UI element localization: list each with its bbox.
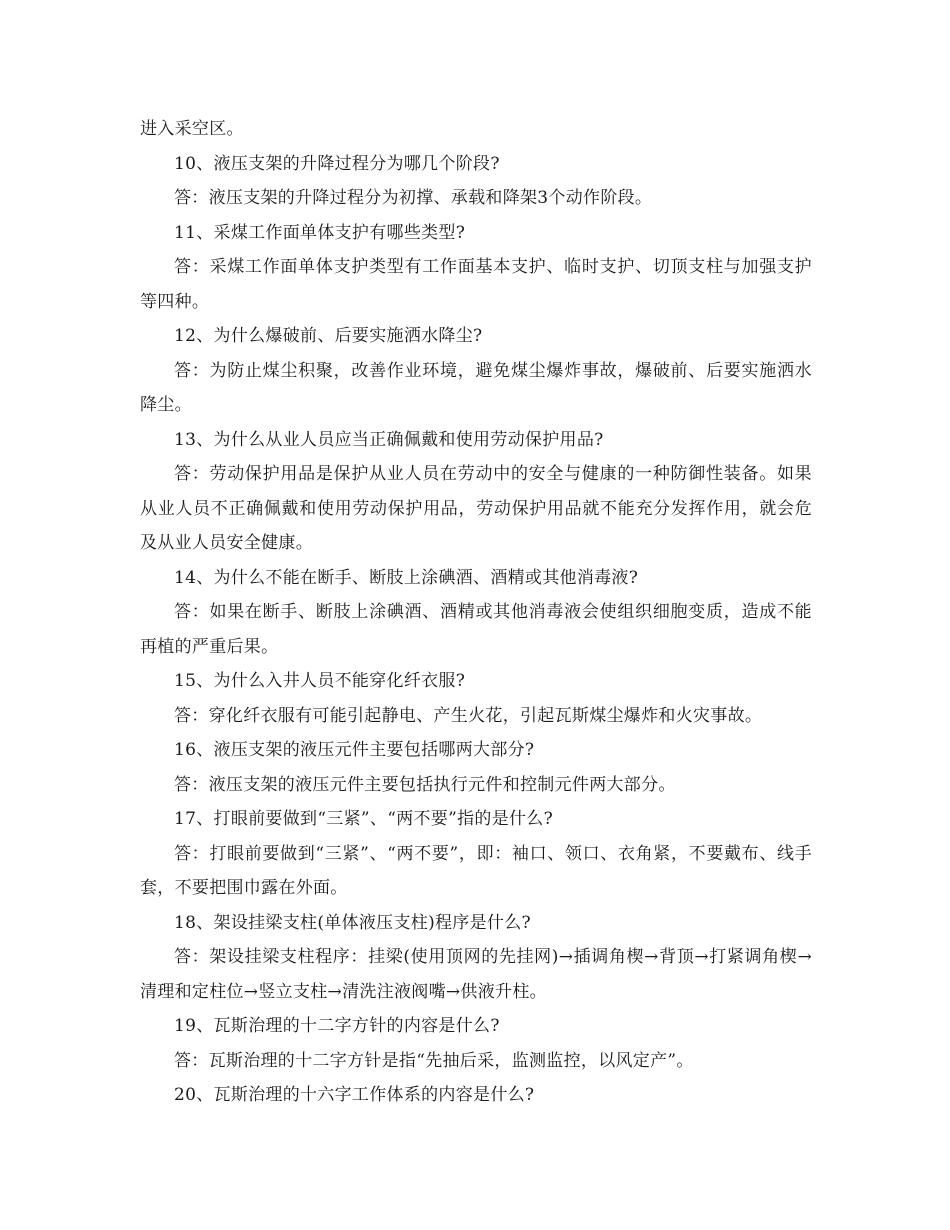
answer-11: 答：采煤工作面单体支护类型有工作面基本支护、临时支护、切顶支柱与加强支护等四种。 bbox=[140, 257, 812, 312]
question-12: 12、为什么爆破前、后要实施洒水降尘? bbox=[174, 326, 483, 346]
question-13: 13、为什么从业人员应当正确佩戴和使用劳动保护用品? bbox=[174, 429, 604, 450]
question-17: 17、打眼前要做到“三紧”、“两不要”指的是什么? bbox=[174, 809, 554, 829]
question-18: 18、架设挂梁支柱(单体液压支柱)程序是什么? bbox=[174, 912, 531, 933]
question-10: 10、液压支架的升降过程分为哪几个阶段? bbox=[174, 153, 500, 174]
document-body bbox=[140, 112, 812, 1113]
answer-10: 答：液压支架的升降过程分为初撑、承载和降架3个动作阶段。 bbox=[174, 188, 653, 208]
question-16: 16、液压支架的液压元件主要包括哪两大部分? bbox=[174, 740, 535, 760]
question-11: 11、采煤工作面单体支护有哪些类型? bbox=[174, 222, 466, 243]
answer-18: 答：架设挂梁支柱程序：挂梁(使用顶网的先挂网)→插调角楔→背顶→打紧调角楔→清理和定柱位→竖立支柱→清洗注液阀嘴→供液升柱。 bbox=[140, 947, 812, 1002]
paragraph-continuation: 进入采空区。 bbox=[140, 119, 244, 139]
answer-16: 答：液压支架的液压元件主要包括执行元件和控制元件两大部分。 bbox=[174, 774, 676, 795]
answer-17: 答：打眼前要做到“三紧”、“两不要”，即：袖口、领口、衣角紧，不要戴布、线手套，不要把围巾露在外面。 bbox=[140, 843, 812, 898]
answer-12: 答：为防止煤尘积聚，改善作业环境，避免煤尘爆炸事故，爆破前、后要实施洒水降尘。 bbox=[140, 360, 812, 415]
answer-19: 答：瓦斯治理的十二字方针是指“先抽后采，监测监控，以风定产”。 bbox=[174, 1050, 694, 1071]
question-15: 15、为什么入井人员不能穿化纤衣服? bbox=[174, 671, 466, 691]
answer-13: 答：劳动保护用品是保护从业人员在劳动中的安全与健康的一种防御性装备。如果从业人员不正确佩戴和使用劳动保护用品，劳动保护用品就不能充分发挥作用，就会危及从业人员安全健康。 bbox=[140, 464, 812, 553]
answer-14: 答：如果在断手、断肢上涂碘酒、酒精或其他消毒液会使组织细胞变质，造成不能再植的严重后果。 bbox=[140, 602, 812, 657]
answer-15: 答：穿化纤衣服有可能引起静电、产生火花，引起瓦斯煤尘爆炸和火灾事故。 bbox=[174, 705, 763, 726]
question-19: 19、瓦斯治理的十二字方针的内容是什么? bbox=[174, 1016, 500, 1036]
question-14: 14、为什么不能在断手、断肢上涂碘酒、酒精或其他消毒液? bbox=[174, 567, 639, 588]
question-20: 20、瓦斯治理的十六字工作体系的内容是什么? bbox=[174, 1085, 535, 1105]
